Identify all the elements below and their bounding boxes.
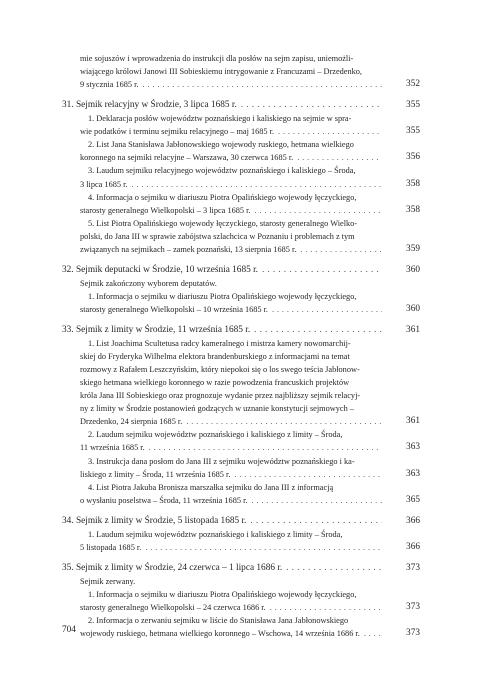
toc-text: 33. Sejmik z limity w Środzie, 11 września 1685 r. (62, 325, 251, 335)
toc-text: 3. Instrukcja dana posłom do Jana III z sejmiku województw poznańskiego i ka- (88, 456, 355, 466)
toc-heading (0, 99, 480, 112)
toc-text: 1. Deklaracja posłów województw poznańskiego i kaliskiego na sejmie w spra- (88, 114, 352, 124)
leader-dots (278, 125, 382, 138)
toc-text: króla Jana III Sobieskiego oraz prognozuje wydanie przez najbliższy sejmik relacyj- (80, 391, 361, 401)
toc-text: 35. Sejmik z limity w Środzie, 24 czerwca – 1 lipca 1686 r. (62, 562, 283, 573)
toc-line (0, 601, 480, 614)
toc-line (0, 441, 480, 454)
toc-page-number: 360 (406, 303, 420, 314)
toc-text: ny z limity w Środzie postanowień godzących w uznanie konstytucji sejmowych – (80, 404, 354, 414)
toc-line (0, 65, 480, 78)
toc-line (0, 481, 480, 494)
toc-text: 1. Informacja o sejmiku w diariuszu Piotra Opalińskiego wojewody łęczyckiego, (88, 589, 357, 599)
toc-line (0, 243, 480, 256)
toc-text: wojewody ruskiego, hetmana wielkiego koronnego – Wschowa, 14 września 1686 r. (80, 629, 360, 638)
toc-text: 3. Laudum sejmiku relacyjnego województw poznańskiego i kaliskiego – Środa, (88, 166, 356, 176)
toc-line (0, 468, 480, 481)
toc-text: 31. Sejmik relacyjny w Środzie, 3 lipca 1685 r. (62, 100, 237, 111)
toc-line (0, 290, 480, 303)
toc-line (0, 337, 480, 350)
toc-page-number: 355 (406, 126, 420, 137)
toc-page-number: 361 (406, 416, 420, 427)
toc-text: Drzedenko, 24 sierpnia 1685 r. (80, 417, 183, 427)
toc-line (0, 178, 480, 191)
leader-dots (286, 562, 382, 575)
toc-page-number: 365 (406, 494, 420, 505)
toc-line (0, 303, 480, 316)
toc-text: skiego hetmana wielkiego koronnego w razie powodzenia francuskich projektów (80, 378, 350, 388)
toc-line (0, 389, 480, 402)
toc-line (0, 151, 480, 164)
toc-text: koronnego na sejmiki relacyjne – Warszawa, 30 czerwca 1685 r. (80, 153, 294, 163)
toc-text: starosty generalnego Wielkopolski – 10 września 1685 r. (80, 304, 268, 314)
toc-text: polski, do Jana III w sprawie zabójstwa szlachcica w Poznaniu i problemach z tym (80, 231, 355, 241)
toc-line (0, 494, 480, 507)
toc-heading (0, 324, 480, 337)
toc-page-number: 363 (406, 442, 420, 453)
toc-line (0, 528, 480, 541)
toc-text: rozmowy z Rafałem Leszczyńskim, który niepokoi się o los swego teścia Jabłonow- (80, 365, 360, 375)
toc-line (0, 277, 480, 290)
toc-line (0, 415, 480, 428)
toc-page-number: 363 (406, 468, 420, 479)
toc-text: wie podatków i terminu sejmiku relacyjnego – maj 1685 r. (80, 127, 275, 137)
toc-text: starosty generalnego Wielkopolski – 3 lipca 1685 r. (80, 205, 251, 215)
page-number: 704 (62, 625, 76, 635)
toc-text: 1. Laudum sejmiku województw poznańskiego i kaliskiego z limity – Środa, (88, 529, 343, 539)
toc-line (0, 125, 480, 138)
toc-line (0, 350, 480, 363)
toc-page-number: 373 (406, 602, 420, 612)
toc-text: 4. List Piotra Jakuba Bronisza marszałka sejmiku do Jana III z informacją (88, 482, 334, 492)
toc-text: Sejmik zakończony wyborem deputatów. (80, 278, 217, 288)
toc-page-number: 352 (406, 79, 420, 90)
toc-page-number: 355 (406, 100, 420, 111)
toc-heading (0, 264, 480, 277)
toc-line (0, 204, 480, 217)
leader-dots (250, 515, 382, 528)
toc-text: 1. List Joachima Scultetusa radcy kameralnego i mistrza kamery nowomarchij- (88, 339, 351, 348)
toc-page-number: 359 (406, 243, 420, 254)
toc-line (0, 112, 480, 125)
leader-dots (270, 601, 382, 614)
toc-text: 3 lipca 1685 r. (80, 179, 128, 189)
toc-text: 32. Sejmik deputacki w Środzie, 10 września 1685 r. (62, 264, 258, 275)
toc-text: liskiego z limity – Środa, 11 września 1685 r. (80, 469, 231, 479)
toc-line (0, 428, 480, 441)
leader-dots (241, 99, 382, 112)
toc-line (0, 575, 480, 588)
toc-page-number: 356 (406, 152, 420, 163)
toc-page-number: 358 (406, 204, 420, 215)
toc-page-number: 373 (406, 562, 420, 573)
toc-line (0, 52, 480, 65)
toc-text: 34. Sejmik z limity w Środzie, 5 listopada 1685 r. (62, 515, 247, 526)
leader-dots (300, 243, 382, 256)
leader-dots (272, 303, 382, 316)
toc-page-number: 360 (406, 264, 420, 275)
toc-text: mie sojuszów i wprowadzenia do instrukcji dla posłów na sejm zapisu, uniemożli- (80, 54, 354, 63)
toc-line (0, 541, 480, 554)
toc-page-number: 373 (406, 628, 420, 638)
toc-text: starosty generalnego Wielkopolski – 24 czerwca 1686 r. (80, 603, 266, 612)
leader-dots (254, 324, 382, 337)
leader-dots (234, 468, 382, 481)
toc-text: 5 listopada 1685 r. (80, 542, 142, 552)
leader-dots (143, 78, 382, 91)
toc-text: 9 stycznia 1685 r. (80, 80, 139, 90)
leader-dots (364, 627, 382, 640)
toc-text: 2. Laudum sejmiku województw poznańskiego i kaliskiego z limity – Środa, (88, 430, 343, 440)
toc-line (0, 455, 480, 468)
toc-heading (0, 562, 480, 575)
toc-line (0, 230, 480, 243)
toc-page-number: 358 (406, 178, 420, 189)
toc-page-number: 366 (406, 541, 420, 552)
leader-dots (149, 441, 382, 454)
toc-text: 11 września 1685 r. (80, 443, 145, 453)
toc-text: wiającego królowi Janowi III Sobieskiemu intrygowanie z Francuzami – Drzedenko, (80, 67, 363, 76)
toc-text: Sejmik zerwany. (80, 576, 136, 586)
toc-text: 4. Informacja o sejmiku w diariuszu Piotra Opalińskiego wojewody łęczyckiego, (88, 192, 357, 202)
toc-text: związanych na sejmikach – zamek poznański, 13 sierpnia 1685 r. (80, 244, 297, 254)
toc-page-number: 361 (406, 325, 420, 335)
leader-dots (262, 264, 382, 277)
leader-dots (186, 415, 382, 428)
toc-text: o wysłaniu poselstwa – Środa, 11 września 1685 r. (80, 495, 248, 505)
toc-line (0, 164, 480, 177)
toc-text: skiej do Fryderyka Wilhelma elektora brandenburskiego z informacjami na temat (80, 352, 350, 362)
toc-page-number: 366 (406, 515, 420, 526)
toc-text: 1. Informacja o sejmiku w diariuszu Piotra Opalińskiego wojewody łęczyckiego, (88, 291, 357, 301)
toc-line (0, 588, 480, 601)
leader-dots (297, 151, 382, 164)
toc-line (0, 217, 480, 230)
toc-line (0, 376, 480, 389)
toc-line (0, 402, 480, 415)
toc-text: 2. Informacja o zerwaniu sejmiku w liście do Stanisława Jana Jabłonowskiego (88, 616, 349, 625)
toc-line (0, 191, 480, 204)
toc-line (0, 363, 480, 376)
toc-line (0, 138, 480, 151)
leader-dots (251, 494, 382, 507)
toc-text: 2. List Jana Stanisława Jabłonowskiego wojewody ruskiego, hetmana wielkiego (88, 140, 354, 150)
toc-text: 5. List Piotra Opalińskiego wojewody łęczyckiego, starosty generalnego Wielko- (88, 218, 358, 228)
toc-heading (0, 515, 480, 528)
toc-line (0, 78, 480, 91)
leader-dots (131, 178, 382, 191)
leader-dots (255, 204, 383, 217)
leader-dots (145, 541, 382, 554)
